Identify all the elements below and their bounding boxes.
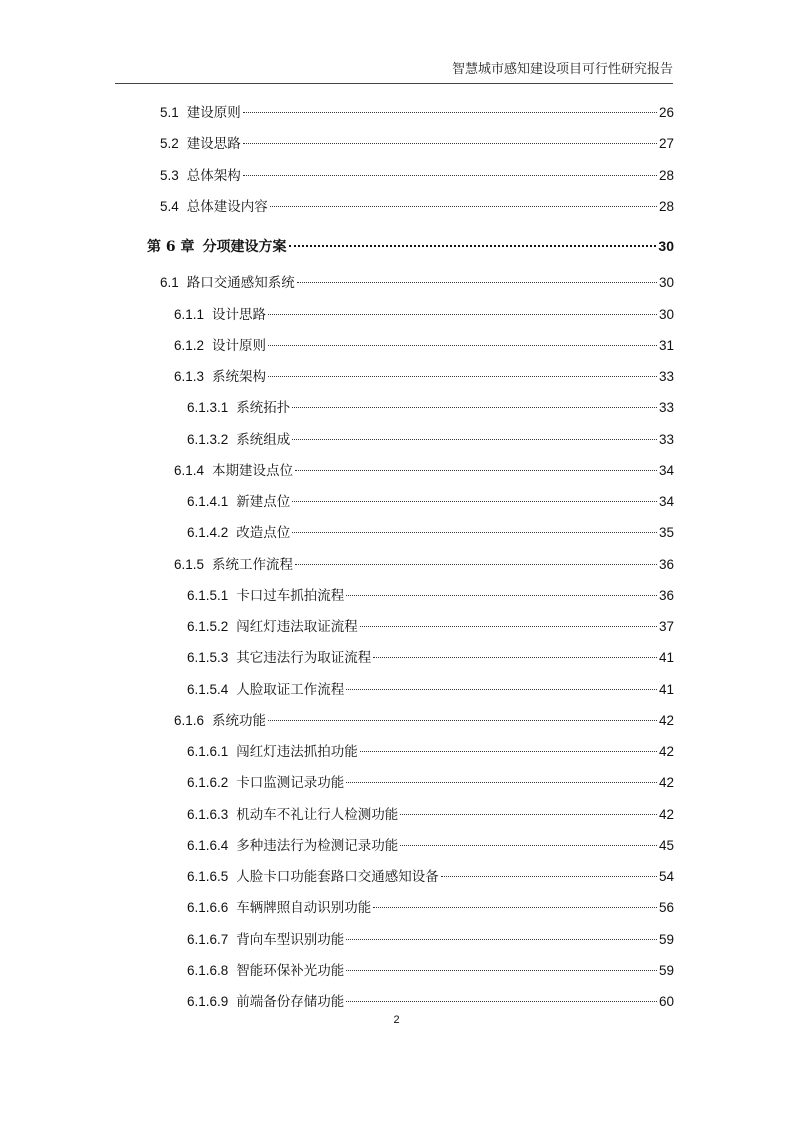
toc-entry-6-1-6-7[interactable] <box>187 931 674 949</box>
toc-entry-6-1-5[interactable] <box>174 556 674 574</box>
toc-page-number: 33 <box>658 431 674 447</box>
toc-page-number: 34 <box>658 494 674 509</box>
toc-number: 6.1.4.2 <box>187 525 229 541</box>
toc-number: 6.1.4.1 <box>187 494 229 509</box>
toc-number: 5.2 <box>160 136 179 152</box>
toc-title: 建设原则 <box>186 105 241 121</box>
toc-number: 6.1.2 <box>174 337 205 353</box>
toc-page-number: 42 <box>658 806 674 822</box>
dot-leader <box>346 689 657 690</box>
toc-entry-6-1-1[interactable] <box>174 306 674 324</box>
toc-entry-6-1-6-1[interactable] <box>187 743 674 761</box>
toc-entry-chapter-6[interactable] <box>147 237 674 255</box>
toc-entry-6-1-2[interactable] <box>174 337 674 355</box>
dot-leader <box>243 143 657 144</box>
toc-page-number: 33 <box>658 400 674 416</box>
toc-title: 系统工作流程 <box>212 556 294 573</box>
toc-title: 分项建设方案 <box>202 239 287 255</box>
toc-page-number: 33 <box>658 369 674 384</box>
toc-title: 建设思路 <box>186 136 241 153</box>
dot-leader <box>268 345 657 346</box>
toc-number: 6.1.6.8 <box>187 962 229 978</box>
toc-number: 6.1.5.2 <box>187 619 229 634</box>
toc-title: 车辆牌照自动识别功能 <box>236 900 372 917</box>
toc-entry-6-1-6-3[interactable] <box>187 806 674 824</box>
toc-number: 6.1.6.5 <box>187 869 229 884</box>
toc-entry-6-1-3[interactable] <box>174 368 674 386</box>
toc-number: 6.1.6.6 <box>187 900 229 916</box>
toc-title: 系统功能 <box>212 712 267 729</box>
toc-title: 系统组成 <box>236 431 291 448</box>
toc-title: 闯红灯违法抓拍功能 <box>236 744 358 760</box>
dot-leader <box>268 314 657 315</box>
dot-leader <box>292 439 657 440</box>
toc-title: 前端备份存储功能 <box>236 994 345 1010</box>
dot-leader <box>292 407 657 408</box>
toc-number: 6.1.5.1 <box>187 587 229 603</box>
toc-entry-6-1-5-3[interactable] <box>187 649 674 667</box>
toc-page-number: 59 <box>658 931 674 947</box>
toc-title: 改造点位 <box>236 525 291 542</box>
toc-title: 路口交通感知系统 <box>186 275 295 292</box>
toc-number: 6.1.6.4 <box>187 837 229 853</box>
toc-page-number: 30 <box>658 275 674 291</box>
toc-entry-6-1-3-2[interactable] <box>187 431 674 449</box>
toc-entry-6-1-4-1[interactable] <box>187 493 674 511</box>
dot-leader <box>346 1001 657 1002</box>
dot-leader <box>292 501 657 502</box>
toc-entry-6-1-6-2[interactable] <box>187 774 674 792</box>
toc-number: 5.3 <box>160 167 179 183</box>
toc-page-number: 36 <box>658 587 674 603</box>
toc-entry-6-1-4-2[interactable] <box>187 524 674 542</box>
toc-page-number: 54 <box>658 869 674 884</box>
toc-entry-6-1-6[interactable] <box>174 712 674 730</box>
dot-leader <box>243 112 657 113</box>
toc-number: 6.1.6.9 <box>187 994 229 1009</box>
dot-leader <box>360 626 657 627</box>
toc-entry-6-1-5-1[interactable] <box>187 587 674 605</box>
toc-number: 6.1.6.7 <box>187 931 229 947</box>
toc-entry-6-1-6-4[interactable] <box>187 837 674 855</box>
toc-page-number: 42 <box>658 744 674 759</box>
toc-page-number: 30 <box>658 238 674 254</box>
toc-number: 6.1.3.1 <box>187 400 229 416</box>
dot-leader <box>270 206 657 207</box>
toc-entry-6-1-3-1[interactable] <box>187 399 674 417</box>
toc-entry-6-1-5-2[interactable] <box>187 618 674 636</box>
dot-leader <box>400 845 657 846</box>
dot-leader <box>292 532 657 533</box>
toc-page-number: 60 <box>658 994 674 1009</box>
toc-number: 6.1.4 <box>174 462 205 478</box>
toc-number: 第 6 章 <box>147 239 195 255</box>
dot-leader <box>297 282 657 283</box>
toc-number: 6.1.5.3 <box>187 650 229 666</box>
toc-page-number: 28 <box>658 198 674 214</box>
toc-page-number: 41 <box>658 650 674 666</box>
toc-page-number: 27 <box>658 136 674 152</box>
toc-number: 5.4 <box>160 198 179 214</box>
running-header: 智慧城市感知建设项目可行性研究报告 <box>451 62 673 77</box>
toc-page-number: 34 <box>658 462 674 478</box>
toc-page-number: 56 <box>658 900 674 916</box>
toc-title: 总体架构 <box>186 167 241 184</box>
toc-title: 人脸取证工作流程 <box>236 681 345 698</box>
toc-title: 本期建设点位 <box>212 462 294 479</box>
toc-page-number: 41 <box>658 681 674 697</box>
toc-number: 6.1.6.1 <box>187 744 229 759</box>
dot-leader <box>268 376 657 377</box>
dot-leader <box>295 564 657 565</box>
toc-page-number: 31 <box>658 337 674 353</box>
toc-page-number: 35 <box>658 525 674 541</box>
toc-entry-6-1-6-6[interactable] <box>187 899 674 917</box>
toc-page-number: 42 <box>658 712 674 728</box>
toc-entry-5-1[interactable] <box>160 104 674 122</box>
dot-leader <box>346 939 657 940</box>
toc-title: 多种违法行为检测记录功能 <box>236 837 399 854</box>
dot-leader <box>243 175 657 176</box>
toc-title: 系统拓扑 <box>236 400 291 417</box>
toc-title: 卡口过车抓拍流程 <box>236 587 345 604</box>
toc-entry-6-1-6-5[interactable] <box>187 868 674 886</box>
page-number: 2 <box>393 1014 400 1026</box>
toc-title: 系统架构 <box>212 369 267 385</box>
dot-leader <box>346 595 657 596</box>
toc-page-number: 30 <box>658 306 674 322</box>
toc-entry-6-1-5-4[interactable] <box>187 681 674 699</box>
toc-page-number: 26 <box>658 105 674 120</box>
toc-title: 机动车不礼让行人检测功能 <box>236 806 399 823</box>
toc-title: 总体建设内容 <box>186 198 268 215</box>
toc-title: 卡口监测记录功能 <box>236 775 345 792</box>
toc-entry-6-1[interactable] <box>160 274 674 292</box>
toc-number: 6.1.1 <box>174 306 205 322</box>
toc-number: 6.1.5 <box>174 556 205 572</box>
toc-title: 设计原则 <box>212 337 267 354</box>
toc-entry-5-3[interactable] <box>160 167 674 185</box>
dot-leader <box>373 657 657 658</box>
dot-leader <box>289 245 657 247</box>
header-divider <box>115 83 673 84</box>
toc-title: 背向车型识别功能 <box>236 931 345 948</box>
toc-number: 6.1.6.2 <box>187 775 229 791</box>
toc-page-number: 28 <box>658 167 674 183</box>
toc-number: 6.1.3.2 <box>187 431 229 447</box>
toc-title: 其它违法行为取证流程 <box>236 650 372 667</box>
toc-number: 6.1.6.3 <box>187 806 229 822</box>
dot-leader <box>346 970 657 971</box>
toc-entry-6-1-6-9[interactable] <box>187 993 674 1011</box>
toc-entry-5-4[interactable] <box>160 198 674 216</box>
toc-title: 新建点位 <box>236 494 291 510</box>
toc-number: 5.1 <box>160 105 179 120</box>
dot-leader <box>268 720 657 721</box>
dot-leader <box>360 751 657 752</box>
dot-leader <box>295 470 657 471</box>
toc-number: 6.1.5.4 <box>187 681 229 697</box>
toc-page-number: 42 <box>658 775 674 791</box>
toc-page-number: 59 <box>658 962 674 978</box>
toc-title: 智能环保补光功能 <box>236 962 345 979</box>
toc-title: 人脸卡口功能套路口交通感知设备 <box>236 869 439 885</box>
toc-entry-6-1-6-8[interactable] <box>187 962 674 980</box>
toc-page-number: 37 <box>658 619 674 634</box>
toc-number: 6.1 <box>160 275 179 291</box>
dot-leader <box>441 876 657 877</box>
toc-page-number: 45 <box>658 837 674 853</box>
toc-entry-6-1-4[interactable] <box>174 462 674 480</box>
toc-number: 6.1.6 <box>174 712 205 728</box>
toc-page-number: 36 <box>658 556 674 572</box>
toc-title: 闯红灯违法取证流程 <box>236 619 358 635</box>
dot-leader <box>346 782 657 783</box>
toc-number: 6.1.3 <box>174 369 205 384</box>
toc-entry-5-2[interactable] <box>160 135 674 153</box>
dot-leader <box>373 907 657 908</box>
toc-title: 设计思路 <box>212 306 267 323</box>
dot-leader <box>400 814 657 815</box>
